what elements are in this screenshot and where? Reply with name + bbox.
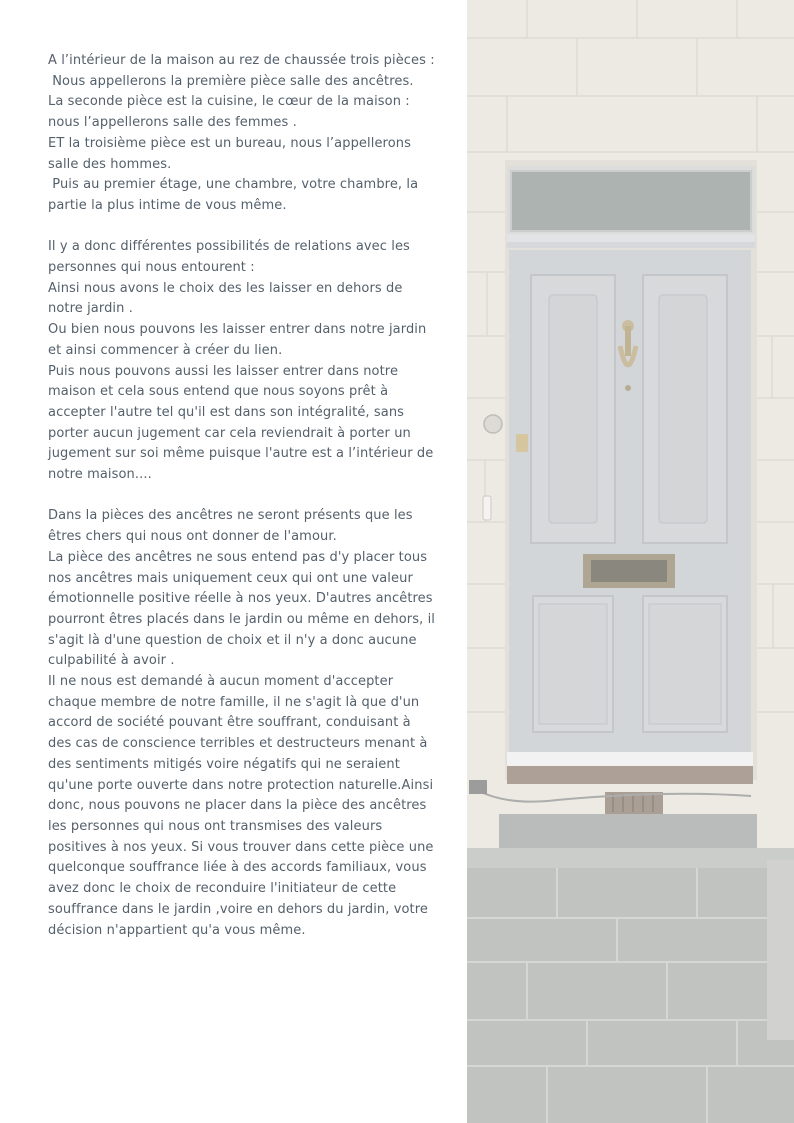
- paragraph-line: Puis au premier étage, une chambre, votre chambre, la partie la plus intime de vous même.: [48, 177, 423, 213]
- paragraph-gap: [48, 486, 436, 507]
- paragraph-line: Nous appellerons la première pièce salle des ancêtres.: [48, 73, 414, 89]
- paragraph-line: La pièce des ancêtres ne sous entend pas d'y placer tous nos ancêtres mais uniquement ceux qui ont une valeur émotionnelle positive réelle à nos yeux. D'autres ancêtres pourront êtres placés dans le jardin ou même en dehors, il s'agit là d'une question de choix et il n'y a donc aucune culpabilité à avoir .: [48, 549, 440, 669]
- paragraph-line: La seconde pièce est la cuisine, le cœur de la maison : nous l’appellerons salle des femmes .: [48, 94, 415, 131]
- paragraph-line: Puis nous pouvons aussi les laisser entrer dans notre maison et cela sous entend que nous soyons prêt à accepter l'autre tel qu'il est dans son intégralité, sans porter aucun jugement car cela reviendrait à porter un jugement sur soi même puisque l'autre est a l’intérieur de notre maison....: [48, 363, 438, 483]
- paragraph-line: Dans la pièces des ancêtres ne seront présents que les êtres chers qui nous ont donner de l'amour.: [48, 508, 417, 545]
- paragraph-line: ET la troisième pièce est un bureau, nous l’appellerons salle des hommes.: [48, 135, 416, 172]
- paragraph-line: Ou bien nous pouvons les laisser entrer dans notre jardin et ainsi commencer à créer du lien.: [48, 322, 431, 358]
- paragraph-line: Il y a donc différentes possibilités de relations avec les personnes qui nous entourent :: [48, 239, 415, 276]
- paragraph-line: Il ne nous est demandé à aucun moment d'accepter chaque membre de notre famille, il ne s'agit là que d'un accord de société pouvant être souffrant, conduisant à des cas de conscience terribles et destructeurs menant à des sentiments mitigés voire négatifs qui ne seraient qu'une porte ouverte dans notre protection naturelle.Ainsi donc, nous pouvons ne placer dans la pièce des ancêtres les personnes qui nous ont transmises des valeurs positives à nos yeux. Si vous trouver dans cette pièce une quelconque souffrance liée à des accords familiaux, vous avez donc le choix de reconduire l'initiateur de cette souffrance dans le jardin ,voire en dehors du jardin, votre décision n'appartient qu'a vous même.: [48, 674, 438, 938]
- door-photo: [467, 0, 794, 1123]
- paragraph-gap: [48, 217, 436, 238]
- paragraph-line: A l’intérieur de la maison au rez de chaussée trois pièces :: [48, 53, 435, 68]
- text-column: [48, 51, 440, 941]
- paragraph-line: Ainsi nous avons le choix des les laisser en dehors de notre jardin .: [48, 280, 407, 317]
